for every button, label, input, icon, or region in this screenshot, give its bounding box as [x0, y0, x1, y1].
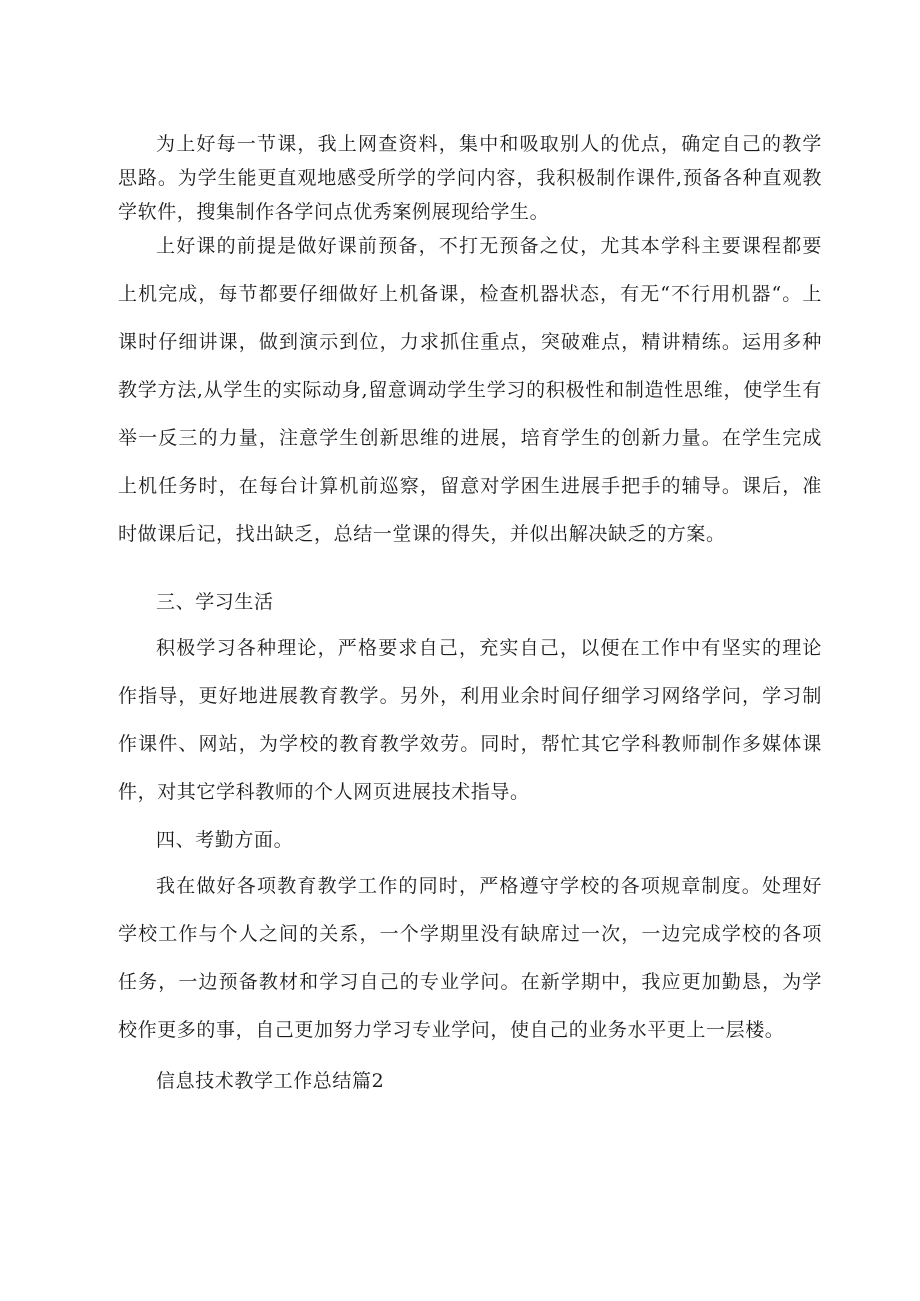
paragraph-study-life: 积极学习各种理论，严格要求自己，充实自己，以便在工作中有坚实的理论作指导，更好地进展教育教学。另外，利用业余时间仔细学习网络学问，学习制作课件、网站，为学校的教育教学效劳。同时，帮忙其它学科教师制作多媒体课件，对其它学科教师的个人网页进展技术指导。	[118, 637, 822, 803]
section-title: 信息技术教学工作总结篇2	[156, 1070, 385, 1092]
paragraph-lesson-preparation: 为上好每一节课，我上网查资料，集中和吸取别人的优点，确定自己的教学思路。为学生能更直观地感受所学的学问内容，我积极制作课件,预备各种直观教学软件，搜集制作各学问点优秀案例展现给学生。	[118, 133, 822, 223]
heading-study-life: 三、学习生活	[156, 591, 274, 613]
paragraph-attendance: 我在做好各项教育教学工作的同时，严格遵守学校的各项规章制度。处理好学校工作与个人之间的关系，一个学期里没有缺席过一次，一边完成学校的各项任务，一边预备教材和学习自己的专业学问。在新学期中，我应更加勤恳，为学校作更多的事，自己更加努力学习专业学问，使自己的业务水平更上一层楼。	[118, 875, 822, 1041]
heading-attendance: 四、考勤方面。	[156, 829, 294, 851]
paragraph-class-teaching: 上好课的前提是做好课前预备，不打无预备之仗，尤其本学科主要课程都要上机完成，每节都要仔细做好上机备课，检查机器状态，有无“不行用机器“。上课时仔细讲课，做到演示到位，力求抓住重点，突破难点，精讲精练。运用多种教学方法,从学生的实际动身,留意调动学生学习的积极性和制造性思维，使学生有举一反三的力量，注意学生创新思维的进展，培育学生的创新力量。在学生完成上机任务时，在每台计算机前巡察，留意对学困生进展手把手的辅导。课后，准时做课后记，找出缺乏，总结一堂课的得失，并似出解决缺乏的方案。	[118, 235, 822, 545]
